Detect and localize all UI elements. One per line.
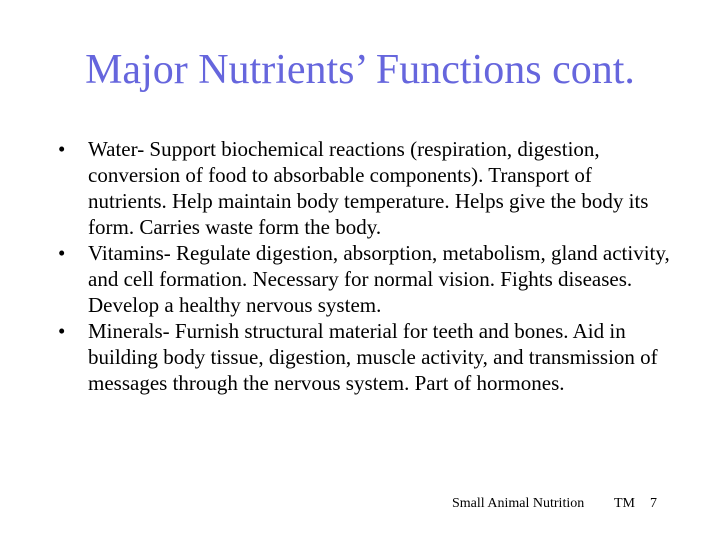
bullet-item-water bbox=[54, 136, 672, 240]
footer-initials: TM bbox=[614, 496, 635, 511]
bullet-dot-icon: • bbox=[58, 319, 66, 343]
bullet-list bbox=[54, 136, 672, 396]
bullet-text-vitamins: Vitamins- Regulate digestion, absorption, metabolism, gland activity, and cell formation. Necessary for normal vision. Fights diseases. Develop a healthy nervous system. bbox=[88, 241, 670, 317]
bullet-dot-icon: • bbox=[58, 241, 66, 265]
footer-page-number: 7 bbox=[650, 496, 657, 511]
bullet-dot-icon: • bbox=[58, 137, 66, 161]
bullet-text-water: Water- Support biochemical reactions (respiration, digestion, conversion of food to absorbable components). Transport of nutrients. Help maintain body temperature. Helps give the body its form. Carries waste form the body. bbox=[88, 137, 649, 239]
bullet-item-vitamins bbox=[54, 240, 672, 318]
bullet-text-minerals: Minerals- Furnish structural material for teeth and bones. Aid in building body tissue, digestion, muscle activity, and transmission of messages through the nervous system. Part of hormones. bbox=[88, 319, 658, 395]
footer-course-name: Small Animal Nutrition bbox=[452, 496, 585, 511]
slide-title: Major Nutrients’ Functions cont. bbox=[85, 47, 635, 93]
bullet-item-minerals bbox=[54, 318, 672, 396]
